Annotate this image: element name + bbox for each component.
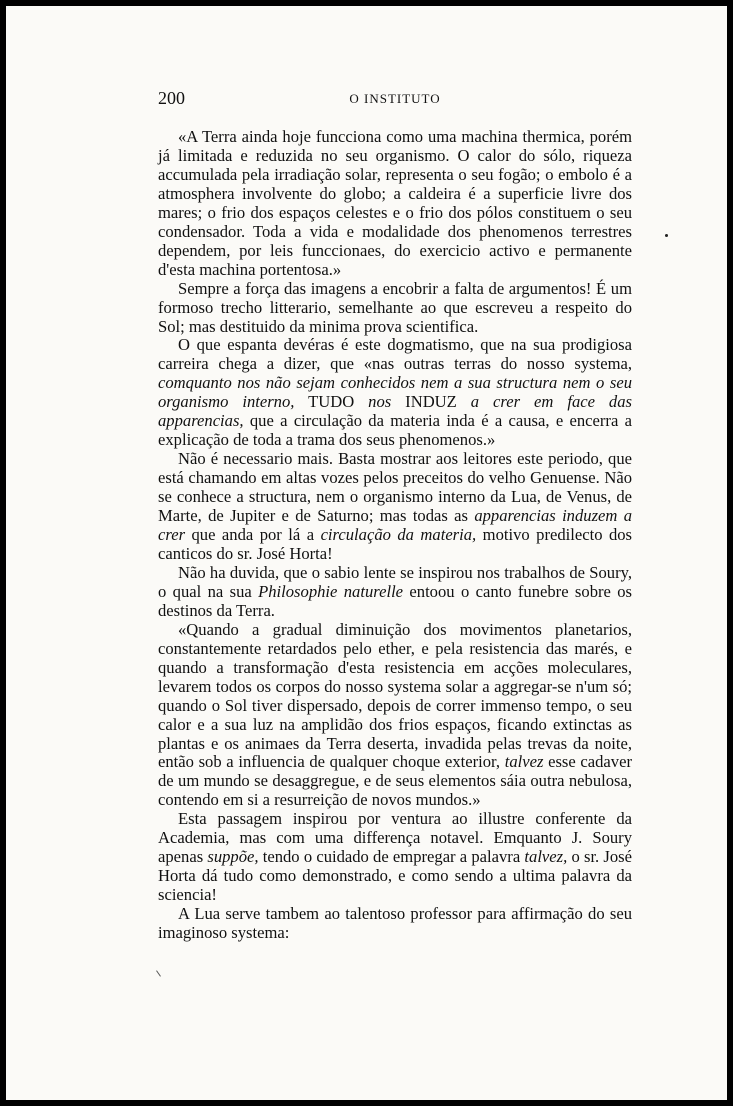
paragraph-5-italic-b: Philosophie naturelle bbox=[258, 581, 404, 601]
paragraph-1: «A Terra ainda hoje funcciona como uma machina thermica, porém já limitada e reduzida no seu organismo. O calor do sólo, riqueza accumulada pela irradiação solar, representa o seu fogão; o embolo é a atmosphera involvente do globo; a caldeira é a superficie livre dos mares; o frio dos espaços celestes e o frio dos pólos constituem o seu condensador. Toda a vida e modalidade dos phenomenos terrestres dependem, por leis funccionaes, do exercicio activo e permanente d'esta machina portentosa.» bbox=[158, 127, 632, 279]
paragraph-3-text-a: O que espanta devéras é este dogmatismo, que na sua prodigiosa carreira chega a dizer, que «nas outras terras do nosso systema, bbox=[158, 335, 632, 374]
paragraph-2: Sempre a força das imagens a encobrir a falta de argumentos! É um formoso trecho litterario, semelhante ao que escreveu a respeito do Sol; mas destituido da minima prova scientifica. bbox=[158, 278, 632, 336]
paragraph-6 bbox=[158, 621, 632, 811]
paragraph-7 bbox=[158, 810, 632, 905]
paragraph-4 bbox=[158, 450, 632, 564]
paragraph-4-text-a: Não é necessario mais. Basta mostrar aos leitores este periodo, que está chamando em altas vozes pelos preceitos do velho Genuense. Não se conhece a structura, nem o organismo interno da Lua, de Venus, de Marte, de Jupiter e de Saturno; mas todas as bbox=[158, 449, 632, 526]
paragraph-4-text-e: motivo predilecto dos canticos do sr. José Horta! bbox=[158, 525, 633, 563]
body-text bbox=[158, 128, 632, 943]
print-speck bbox=[665, 234, 668, 237]
paragraph-5-text-c: entoou o canto funebre sobre os destinos da Terra. bbox=[158, 581, 632, 620]
paragraph-7-text-a: Esta passagem inspirou por ventura ao illustre conferente da Academia, mas com uma differença notavel. Emquanto J. Soury apenas bbox=[158, 809, 632, 867]
paragraph-4-text-c: que anda por lá a bbox=[185, 525, 321, 545]
paragraph-3-italic-b: comquanto nos não sejam conhecidos nem a sua structura nem o seu organismo interno, bbox=[158, 373, 632, 412]
paragraph-7-italic-b: suppõe, bbox=[207, 847, 259, 867]
paragraph-3-text-e: INDUZ bbox=[391, 392, 471, 412]
page-number: 200 bbox=[158, 88, 185, 108]
running-title: O INSTITUTO bbox=[349, 91, 441, 106]
paragraph-6-text-c: esse cadaver de um mundo se desaggregue, e de seus elementos sáia outra nebulosa, contendo em si a resurreição de novos mundos.» bbox=[158, 752, 632, 810]
paragraph-3-italic-d: nos bbox=[368, 392, 392, 412]
paragraph-4-italic-d: circulação da materia, bbox=[320, 525, 477, 545]
paragraph-7-italic-d: talvez, bbox=[524, 847, 568, 867]
paragraph-5-text-a: Não ha duvida, que o sabio lente se inspirou nos trabalhos de Soury, o qual na sua bbox=[158, 562, 632, 601]
paragraph-8: A Lua serve tambem ao talentoso professor para affirmação do seu imaginoso systema: bbox=[158, 904, 632, 943]
paragraph-3-text-g: que a circulação da materia inda é a causa, e encerra a explicação de toda a trama dos seus phenomenos.» bbox=[158, 411, 632, 450]
paragraph-7-text-e: o sr. José Horta dá tudo como demonstrado, e como sendo a ultima palavra da sciencia! bbox=[158, 847, 632, 905]
paragraph-6-text-a: «Quando a gradual diminuição dos movimentos planetarios, constantemente retardados pelo ether, e pela resistencia das marés, e quando a transformação d'esta resistencia em acções moleculares, levarem todos os corpos do nosso systema solar a aggregar-se n'um só; quando o Sol tiver dispersado, depois de correr immenso tempo, o seu calor e a sua luz na amplidão dos frios espaços, ficando extinctas as plantas e os animaes da Terra deserta, invadida pelas trevas da noite, então sob a influencia de qualquer choque exterior, bbox=[158, 619, 632, 772]
paragraph-3-text-c: TUDO bbox=[294, 392, 369, 412]
paragraph-7-text-c: tendo o cuidado de empregar a palavra bbox=[258, 847, 525, 867]
page-header bbox=[158, 88, 632, 110]
paragraph-3-italic-f: a crer em face das apparencias, bbox=[158, 392, 632, 431]
paragraph-5 bbox=[158, 564, 632, 621]
paragraph-3 bbox=[158, 336, 632, 450]
paragraph-6-italic-b: talvez bbox=[504, 752, 544, 772]
paragraph-4-italic-b: apparencias induzem a crer bbox=[158, 506, 632, 545]
